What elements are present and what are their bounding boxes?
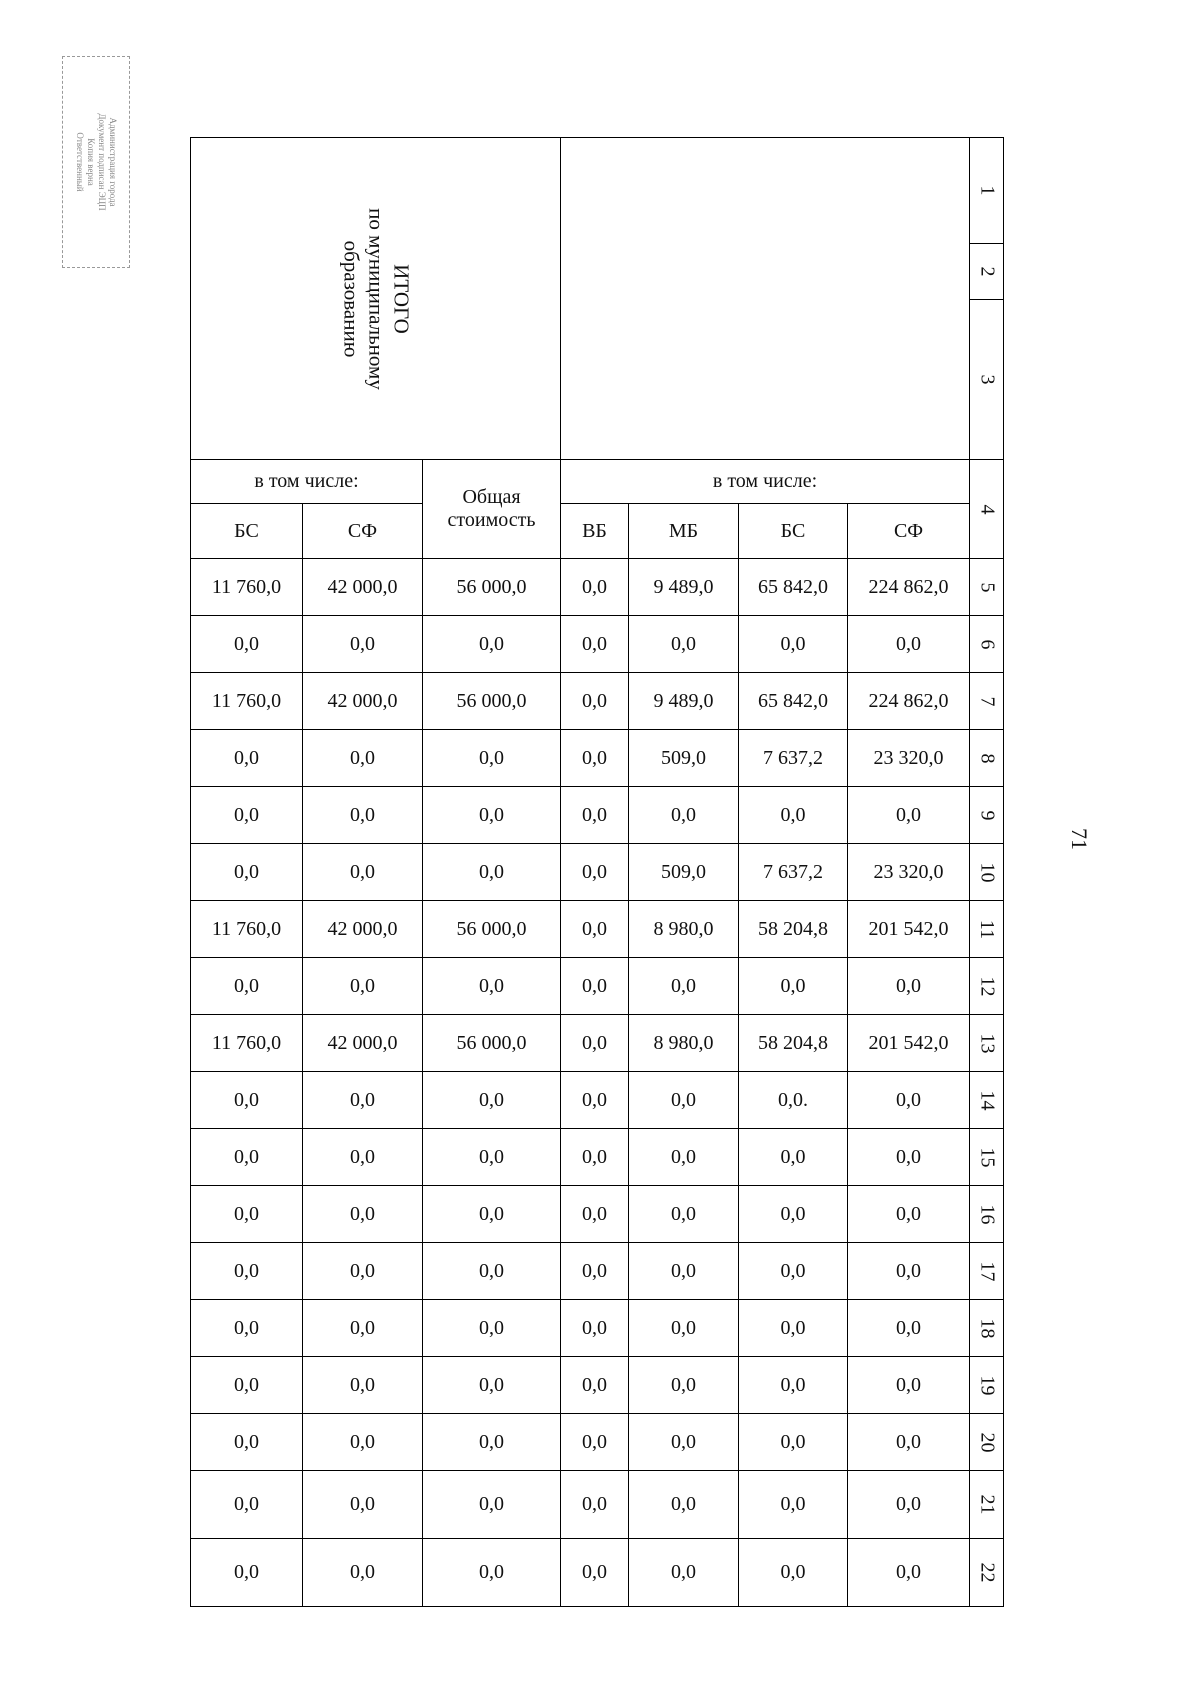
col-number-4: 4 (970, 460, 1004, 559)
cell-sf-2: 0,0 (848, 787, 970, 844)
cell-bs: 0,0 (191, 730, 303, 787)
cell-bs: 0,0 (191, 958, 303, 1015)
cell-mb: 0,0 (629, 1539, 739, 1607)
row-number: 6 (970, 616, 1004, 673)
cell-bs: 0,0 (191, 1300, 303, 1357)
cell-mb: 509,0 (629, 730, 739, 787)
cell-sf-2: 0,0 (848, 1539, 970, 1607)
cell-sf: 42 000,0 (303, 673, 423, 730)
table-row (191, 1300, 1004, 1357)
cell-sf: 0,0 (303, 1357, 423, 1414)
cell-sf: 0,0 (303, 1539, 423, 1607)
cell-bs-2: 0,0 (739, 1300, 848, 1357)
table-row (191, 787, 1004, 844)
cell-bs: 0,0 (191, 844, 303, 901)
summary-table (190, 137, 1004, 1607)
table-row (191, 1357, 1004, 1414)
cell-sf-2: 201 542,0 (848, 1015, 970, 1072)
table-row (191, 1129, 1004, 1186)
cell-mb: 0,0 (629, 1072, 739, 1129)
table-row (191, 958, 1004, 1015)
row-number: 20 (970, 1414, 1004, 1471)
cell-bs-2: 65 842,0 (739, 559, 848, 616)
cell-bs-2: 58 204,8 (739, 901, 848, 958)
cell-bs-2: 58 204,8 (739, 1015, 848, 1072)
cell-mb: 9 489,0 (629, 559, 739, 616)
cell-sf: 0,0 (303, 1414, 423, 1471)
cell-sf-2: 0,0 (848, 1186, 970, 1243)
cell-bs: 0,0 (191, 1357, 303, 1414)
cell-sf: 0,0 (303, 844, 423, 901)
cell-sf: 0,0 (303, 1129, 423, 1186)
cell-vb: 0,0 (561, 1357, 629, 1414)
header-v-tom-chisle-left: в том числе: (191, 460, 423, 504)
cell-vb: 0,0 (561, 1129, 629, 1186)
cell-vb: 0,0 (561, 1186, 629, 1243)
table-row (191, 1072, 1004, 1129)
row-number: 11 (970, 901, 1004, 958)
cell-vb: 0,0 (561, 559, 629, 616)
document-stamp (62, 56, 130, 268)
cell-bs: 0,0 (191, 1129, 303, 1186)
cell-mb: 0,0 (629, 1471, 739, 1539)
row-number: 13 (970, 1015, 1004, 1072)
cell-bs: 11 760,0 (191, 673, 303, 730)
cell-sf-2: 224 862,0 (848, 673, 970, 730)
cell-sf-2: 0,0 (848, 1129, 970, 1186)
row-number: 14 (970, 1072, 1004, 1129)
cell-bs-2: 0,0 (739, 958, 848, 1015)
cell-vb: 0,0 (561, 844, 629, 901)
header-v-tom-chisle-right: в том числе: (561, 460, 970, 504)
cell-total-cost: 0,0 (423, 1357, 561, 1414)
cell-bs: 0,0 (191, 1539, 303, 1607)
cell-mb: 0,0 (629, 1357, 739, 1414)
cell-bs: 0,0 (191, 1414, 303, 1471)
page-number: 71 (1067, 828, 1092, 850)
cell-mb: 0,0 (629, 1129, 739, 1186)
table-row (191, 616, 1004, 673)
empty-header-cell (561, 138, 970, 460)
cell-vb: 0,0 (561, 1243, 629, 1300)
cell-sf-2: 0,0 (848, 1243, 970, 1300)
cell-bs-2: 7 637,2 (739, 844, 848, 901)
cell-total-cost: 0,0 (423, 1186, 561, 1243)
cell-bs-2: 0,0 (739, 1186, 848, 1243)
cell-total-cost: 0,0 (423, 1072, 561, 1129)
row-number: 5 (970, 559, 1004, 616)
cell-vb: 0,0 (561, 1300, 629, 1357)
cell-total-cost: 56 000,0 (423, 559, 561, 616)
row-number: 18 (970, 1300, 1004, 1357)
cell-bs-2: 0,0 (739, 1129, 848, 1186)
cell-sf-2: 23 320,0 (848, 844, 970, 901)
cell-bs-2: 65 842,0 (739, 673, 848, 730)
cell-sf-2: 0,0 (848, 616, 970, 673)
cell-mb: 0,0 (629, 1243, 739, 1300)
cell-sf: 0,0 (303, 958, 423, 1015)
cell-bs: 11 760,0 (191, 559, 303, 616)
row-number: 22 (970, 1539, 1004, 1607)
cell-sf-2: 0,0 (848, 1357, 970, 1414)
header-vb: ВБ (561, 504, 629, 559)
cell-vb: 0,0 (561, 730, 629, 787)
cell-vb: 0,0 (561, 616, 629, 673)
cell-bs-2: 0,0 (739, 1471, 848, 1539)
row-number: 16 (970, 1186, 1004, 1243)
cell-bs: 0,0 (191, 1243, 303, 1300)
row-number: 17 (970, 1243, 1004, 1300)
cell-total-cost: 56 000,0 (423, 1015, 561, 1072)
cell-vb: 0,0 (561, 1539, 629, 1607)
cell-total-cost: 0,0 (423, 1300, 561, 1357)
cell-sf-2: 23 320,0 (848, 730, 970, 787)
cell-total-cost: 56 000,0 (423, 673, 561, 730)
cell-total-cost: 0,0 (423, 1243, 561, 1300)
row-number: 15 (970, 1129, 1004, 1186)
row-number: 7 (970, 673, 1004, 730)
table-row (191, 844, 1004, 901)
cell-bs: 11 760,0 (191, 901, 303, 958)
header-bs-2: БС (739, 504, 848, 559)
row-number: 12 (970, 958, 1004, 1015)
cell-mb: 0,0 (629, 1186, 739, 1243)
header-bs: БС (191, 504, 303, 559)
cell-mb: 8 980,0 (629, 1015, 739, 1072)
cell-sf-2: 224 862,0 (848, 559, 970, 616)
cell-bs-2: 0,0 (739, 616, 848, 673)
cell-vb: 0,0 (561, 1471, 629, 1539)
cell-sf-2: 201 542,0 (848, 901, 970, 958)
row-number: 9 (970, 787, 1004, 844)
table-row (191, 730, 1004, 787)
row-number: 8 (970, 730, 1004, 787)
table-title: ИТОГО по муниципальному образованию (339, 207, 413, 390)
cell-sf: 42 000,0 (303, 901, 423, 958)
cell-bs: 11 760,0 (191, 1015, 303, 1072)
cell-mb: 8 980,0 (629, 901, 739, 958)
row-number: 19 (970, 1357, 1004, 1414)
cell-sf: 0,0 (303, 1072, 423, 1129)
cell-mb: 9 489,0 (629, 673, 739, 730)
cell-sf-2: 0,0 (848, 1414, 970, 1471)
table-row (191, 901, 1004, 958)
cell-vb: 0,0 (561, 1072, 629, 1129)
cell-bs-2: 7 637,2 (739, 730, 848, 787)
col-number-2: 2 (970, 244, 1004, 300)
header-sf-2: СФ (848, 504, 970, 559)
cell-mb: 0,0 (629, 1300, 739, 1357)
cell-total-cost: 0,0 (423, 1129, 561, 1186)
cell-vb: 0,0 (561, 1015, 629, 1072)
table-row (191, 1186, 1004, 1243)
cell-sf: 0,0 (303, 1471, 423, 1539)
cell-sf-2: 0,0 (848, 1471, 970, 1539)
cell-bs: 0,0 (191, 787, 303, 844)
row-number: 10 (970, 844, 1004, 901)
cell-vb: 0,0 (561, 958, 629, 1015)
cell-bs-2: 0,0 (739, 1539, 848, 1607)
cell-total-cost: 0,0 (423, 616, 561, 673)
cell-bs-2: 0,0 (739, 1243, 848, 1300)
cell-bs: 0,0 (191, 1471, 303, 1539)
cell-sf: 42 000,0 (303, 1015, 423, 1072)
header-sf: СФ (303, 504, 423, 559)
header-total-cost: Общая стоимость (423, 460, 561, 559)
cell-mb: 509,0 (629, 844, 739, 901)
table-row (191, 673, 1004, 730)
cell-mb: 0,0 (629, 616, 739, 673)
cell-sf: 0,0 (303, 1243, 423, 1300)
cell-total-cost: 0,0 (423, 844, 561, 901)
cell-total-cost: 0,0 (423, 1539, 561, 1607)
title-cell (191, 138, 561, 460)
header-mb: МБ (629, 504, 739, 559)
cell-sf-2: 0,0 (848, 1072, 970, 1129)
stamp-text: Администрация города Документ подписан ЭЦП Копия верна Ответственный (75, 113, 118, 211)
cell-sf: 0,0 (303, 1300, 423, 1357)
cell-vb: 0,0 (561, 787, 629, 844)
cell-mb: 0,0 (629, 958, 739, 1015)
cell-sf: 0,0 (303, 1186, 423, 1243)
cell-bs-2: 0,0 (739, 787, 848, 844)
cell-bs-2: 0,0 (739, 1357, 848, 1414)
cell-sf-2: 0,0 (848, 1300, 970, 1357)
cell-sf-2: 0,0 (848, 958, 970, 1015)
cell-vb: 0,0 (561, 1414, 629, 1471)
cell-bs-2: 0,0 (739, 1414, 848, 1471)
cell-total-cost: 0,0 (423, 1414, 561, 1471)
cell-sf: 0,0 (303, 616, 423, 673)
row-number: 21 (970, 1471, 1004, 1539)
cell-total-cost: 0,0 (423, 787, 561, 844)
cell-total-cost: 56 000,0 (423, 901, 561, 958)
cell-bs-2: 0,0. (739, 1072, 848, 1129)
table-row (191, 1414, 1004, 1471)
table-row (191, 1471, 1004, 1539)
cell-bs: 0,0 (191, 1072, 303, 1129)
col-number-3: 3 (970, 300, 1004, 460)
cell-mb: 0,0 (629, 1414, 739, 1471)
table-row (191, 559, 1004, 616)
table-row (191, 1539, 1004, 1607)
cell-total-cost: 0,0 (423, 730, 561, 787)
cell-vb: 0,0 (561, 673, 629, 730)
cell-sf: 0,0 (303, 730, 423, 787)
table-row (191, 1015, 1004, 1072)
cell-bs: 0,0 (191, 1186, 303, 1243)
cell-vb: 0,0 (561, 901, 629, 958)
table-row (191, 1243, 1004, 1300)
cell-total-cost: 0,0 (423, 958, 561, 1015)
cell-bs: 0,0 (191, 616, 303, 673)
cell-sf: 42 000,0 (303, 559, 423, 616)
cell-total-cost: 0,0 (423, 1471, 561, 1539)
cell-mb: 0,0 (629, 787, 739, 844)
cell-sf: 0,0 (303, 787, 423, 844)
col-number-1: 1 (970, 138, 1004, 244)
